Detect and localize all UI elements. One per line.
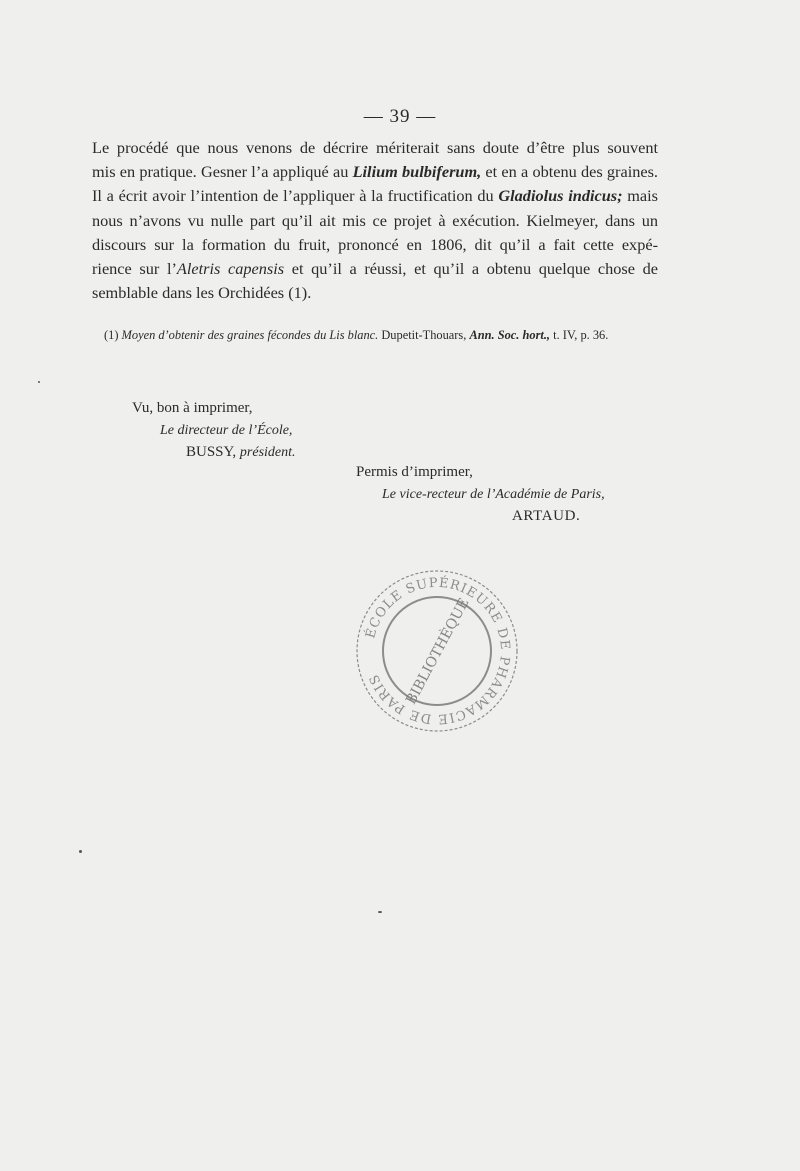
print-permission: Permis d’imprimer,: [356, 464, 473, 480]
italic-species-name: Lilium bulbiferum,: [352, 162, 482, 182]
footnote: [104, 328, 674, 343]
paragraph-line: [92, 281, 658, 305]
text-segment: nous n’avons vu nulle part qu’il ait mis ce projet à exécution. Kielmeyer, dans un: [92, 210, 658, 230]
footnote-author: Dupetit-Thouars,: [378, 328, 470, 342]
paragraph-line: [92, 257, 658, 281]
text-segment: mis en pratique. Gesner l’a appliqué au: [92, 162, 353, 182]
director-signature: [186, 442, 296, 463]
footnote-pages: t. IV, p. 36.: [550, 328, 609, 342]
text-segment: Il a écrit avoir l’intention de l’appliquer à la fructification du: [92, 186, 499, 206]
paragraph-line: [92, 184, 658, 208]
paragraph-line: [92, 160, 658, 184]
stamp-outer-text: ÉCOLE SUPÉRIEURE DE PHARMACIE DE PARIS: [363, 575, 513, 727]
text-segment: et qu’il a réussi, et qu’il a obtenu quelque chose de: [284, 259, 659, 279]
footnote-title: Moyen d’obtenir des graines fécondes du Lis blanc.: [121, 328, 379, 342]
stamp-inner-text: BIBLIOTHÈQUE: [403, 595, 473, 708]
paper-speck: [38, 381, 40, 383]
director-title: Le directeur de l’École,: [160, 423, 293, 438]
library-stamp-seal: [352, 566, 522, 736]
paragraph-line: [92, 136, 658, 160]
vice-rector-title: Le vice-recteur de l’Académie de Paris,: [382, 487, 605, 502]
footnote-ref: (1): [104, 328, 122, 342]
page-number: — 39 —: [363, 106, 437, 127]
main-paragraph: [92, 136, 658, 305]
director-role: président.: [239, 445, 296, 460]
paper-speck: [378, 911, 382, 913]
text-segment: et en a obtenu des graines.: [481, 162, 658, 182]
text-segment: rience sur l’: [92, 259, 177, 279]
director-name: BUSSY,: [186, 444, 240, 460]
italic-species-name: Aletris capensis: [176, 259, 285, 279]
text-segment: semblable dans les Orchidées (1).: [92, 283, 312, 303]
vice-rector-name: ARTAUD.: [512, 508, 581, 524]
text-segment: discours sur la formation du fruit, prononcé en 1806, dit qu’il a fait cette expé-: [92, 234, 658, 254]
paragraph-line: [92, 233, 658, 257]
paper-speck: [79, 850, 82, 853]
footnote-journal: Ann. Soc. hort.,: [469, 328, 551, 342]
approval-line: Vu, bon à imprimer,: [132, 400, 253, 416]
paragraph-line: [92, 209, 658, 233]
italic-species-name: Gladiolus indicus;: [498, 186, 623, 206]
text-segment: mais: [622, 186, 659, 206]
text-segment: Le procédé que nous venons de décrire mériterait sans doute d’être plus souvent: [92, 138, 658, 157]
